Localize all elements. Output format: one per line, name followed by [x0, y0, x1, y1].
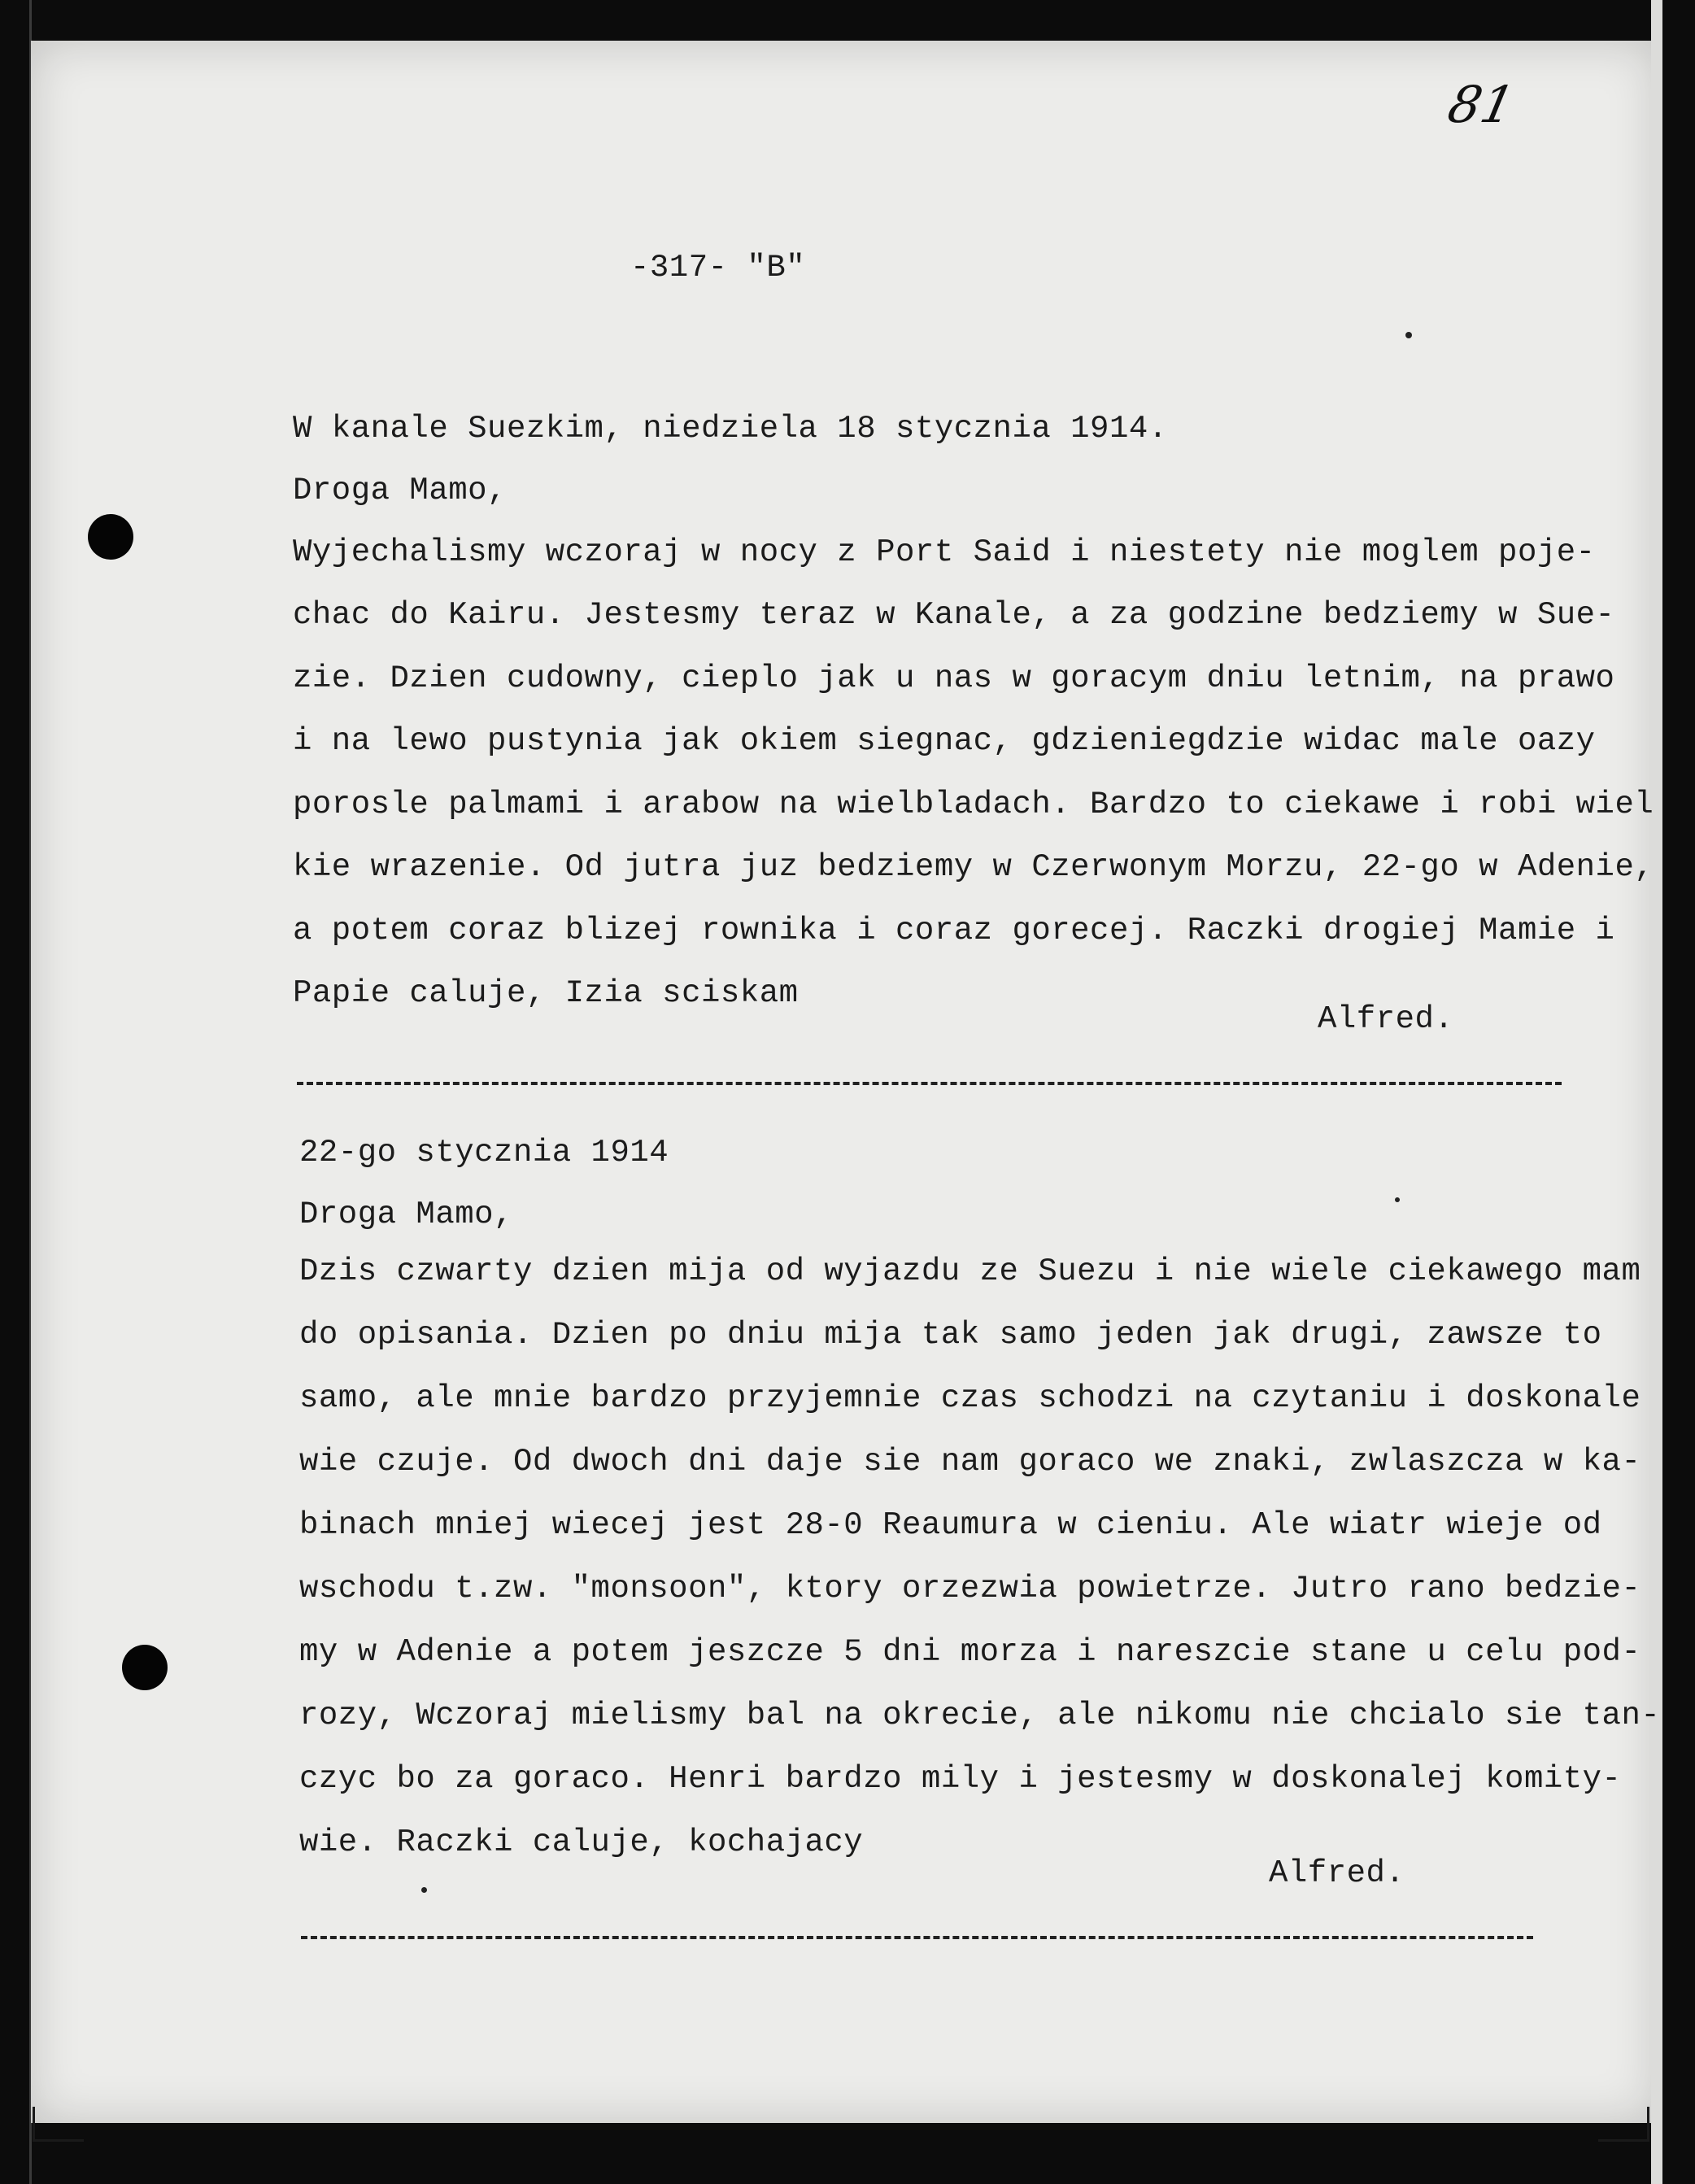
letter1-dateline: W kanale Suezkim, niedziela 18 stycznia 1914.: [293, 411, 1168, 447]
letter1-line: kie wrazenie. Od jutra juz bedziemy w Czerwonym Morzu, 22-go w Adenie,: [293, 849, 1654, 885]
letter2-line: wschodu t.zw. "monsoon", ktory orzezwia powietrze. Jutro rano bedzie-: [299, 1571, 1641, 1606]
scan-speck: [421, 1887, 427, 1893]
punch-hole-bottom: [122, 1645, 168, 1690]
letter1-line: a potem coraz blizej rownika i coraz gorecej. Raczki drogiej Mamie i: [293, 913, 1615, 948]
scan-speck: [1395, 1197, 1400, 1202]
letter1-line: Papie caluje, Izia sciskam: [293, 975, 799, 1011]
scan-border-right: [1651, 0, 1662, 2184]
letter2-line: wie. Raczki caluje, kochajacy: [299, 1824, 864, 1860]
letter2-dateline: 22-go stycznia 1914: [299, 1135, 669, 1170]
letter1-line: i na lewo pustynia jak okiem siegnac, gdzieniegdzie widac male oazy: [293, 723, 1596, 759]
folio-number: 81: [1443, 75, 1520, 134]
letter2-line: do opisania. Dzien po dniu mija tak samo jeden jak drugi, zawsze to: [299, 1317, 1602, 1353]
letter1-line: Wyjechalismy wczoraj w nocy z Port Said i niestety nie moglem poje-: [293, 534, 1596, 570]
page-label: -317- "B": [630, 250, 806, 286]
letter2-line: Dzis czwarty dzien mija od wyjazdu ze Suezu i nie wiele ciekawego mam: [299, 1253, 1641, 1289]
letter2-greeting: Droga Mamo,: [299, 1197, 513, 1232]
letter2-line: czyc bo za goraco. Henri bardzo mily i jestesmy w doskonalej komity-: [299, 1761, 1622, 1797]
scan-speck: [1405, 332, 1412, 338]
letter2-line: wie czuje. Od dwoch dni daje sie nam goraco we znaki, zwlaszcza w ka-: [299, 1444, 1641, 1480]
letter2-signature: Alfred.: [1269, 1855, 1405, 1891]
corner-mark-bottom-right: [1598, 2107, 1649, 2142]
punch-hole-top: [88, 514, 133, 560]
letter2-line: my w Adenie a potem jeszcze 5 dni morza i nareszcie stane u celu pod-: [299, 1634, 1641, 1670]
letter1-signature: Alfred.: [1318, 1001, 1454, 1037]
separator-rule: [297, 1082, 1562, 1085]
letter1-greeting: Droga Mamo,: [293, 473, 507, 508]
separator-rule: [301, 1936, 1533, 1939]
letter2-line: rozy, Wczoraj mielismy bal na okrecie, ale nikomu nie chcialo sie tan-: [299, 1698, 1661, 1733]
letter1-line: chac do Kairu. Jestesmy teraz w Kanale, a za godzine bedziemy w Sue-: [293, 597, 1615, 633]
letter2-line: samo, ale mnie bardzo przyjemnie czas schodzi na czytaniu i doskonale: [299, 1380, 1641, 1416]
corner-mark-bottom-left: [33, 2107, 84, 2142]
letter2-line: binach mniej wiecej jest 28-0 Reaumura w cieniu. Ale wiatr wieje od: [299, 1507, 1602, 1543]
letter1-line: porosle palmami i arabow na wielbladach. Bardzo to ciekawe i robi wiel: [293, 787, 1654, 822]
letter1-line: zie. Dzien cudowny, cieplo jak u nas w goracym dniu letnim, na prawo: [293, 660, 1615, 696]
